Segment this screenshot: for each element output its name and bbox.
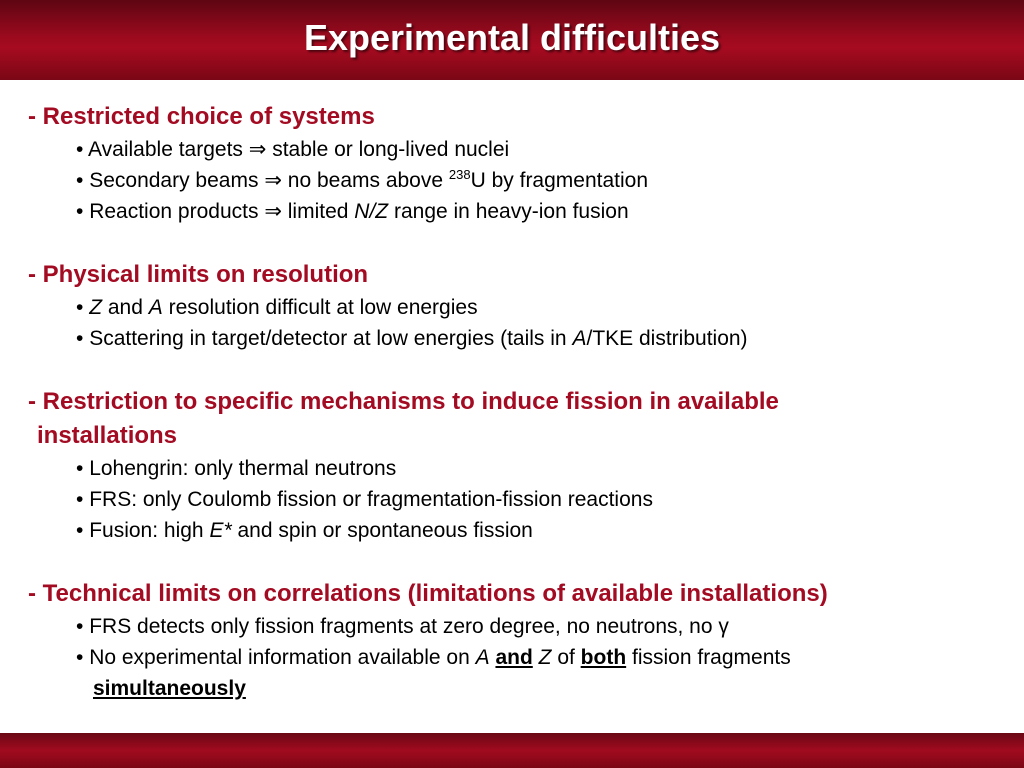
footer-bar <box>0 733 1024 768</box>
bullet-item: • Secondary beams ⇒ no beams above $^{238}$U by fragmentation <box>76 167 649 192</box>
bullet-item: • FRS detects only fission fragments at zero degree, no neutrons, no γ <box>76 615 729 638</box>
bullet-item: • No experimental information available on A and Z of both fission fragments simultaneously <box>76 646 791 700</box>
bullet-list <box>28 611 1008 704</box>
bullet-list <box>28 134 1008 227</box>
implies-arrow: ⇒ <box>264 169 282 192</box>
section-physical-limits <box>28 258 1008 354</box>
bullet-item: • Z and A resolution difficult at low energies <box>76 296 478 319</box>
slide-title: Experimental difficulties <box>303 17 721 58</box>
section-restriction-mechanisms <box>28 385 1008 546</box>
section-heading: - Restriction to specific mechanisms to induce fission in available installations <box>28 388 779 449</box>
implies-arrow: ⇒ <box>248 138 267 161</box>
bullet-item: • Fusion: high E* and spin or spontaneous fission <box>76 519 533 542</box>
title-bar <box>0 0 1024 80</box>
bullet-item: • Reaction products ⇒ limited N/Z range in heavy-ion fusion <box>76 200 629 223</box>
implies-arrow: ⇒ <box>264 200 282 223</box>
bullet-list <box>28 453 1008 546</box>
bullet-list <box>28 292 1008 354</box>
section-technical-limits <box>28 577 1008 704</box>
section-heading: - Technical limits on correlations (limitations of available installations) <box>28 580 828 607</box>
gamma-symbol: γ <box>718 615 729 638</box>
bullet-item: • FRS: only Coulomb fission or fragmentation-fission reactions <box>76 488 653 511</box>
section-heading: - Physical limits on resolution <box>28 261 369 288</box>
bullet-item: • Available targets ⇒ stable or long-lived nuclei <box>76 138 510 161</box>
mass-number: 238 <box>448 167 471 182</box>
slide-content <box>28 100 1008 704</box>
section-restricted-choice <box>28 100 1008 227</box>
section-heading: - Restricted choice of systems <box>28 103 375 130</box>
bullet-item: • Scattering in target/detector at low energies (tails in A/TKE distribution) <box>76 327 748 350</box>
bullet-item: • Lohengrin: only thermal neutrons <box>76 457 397 480</box>
